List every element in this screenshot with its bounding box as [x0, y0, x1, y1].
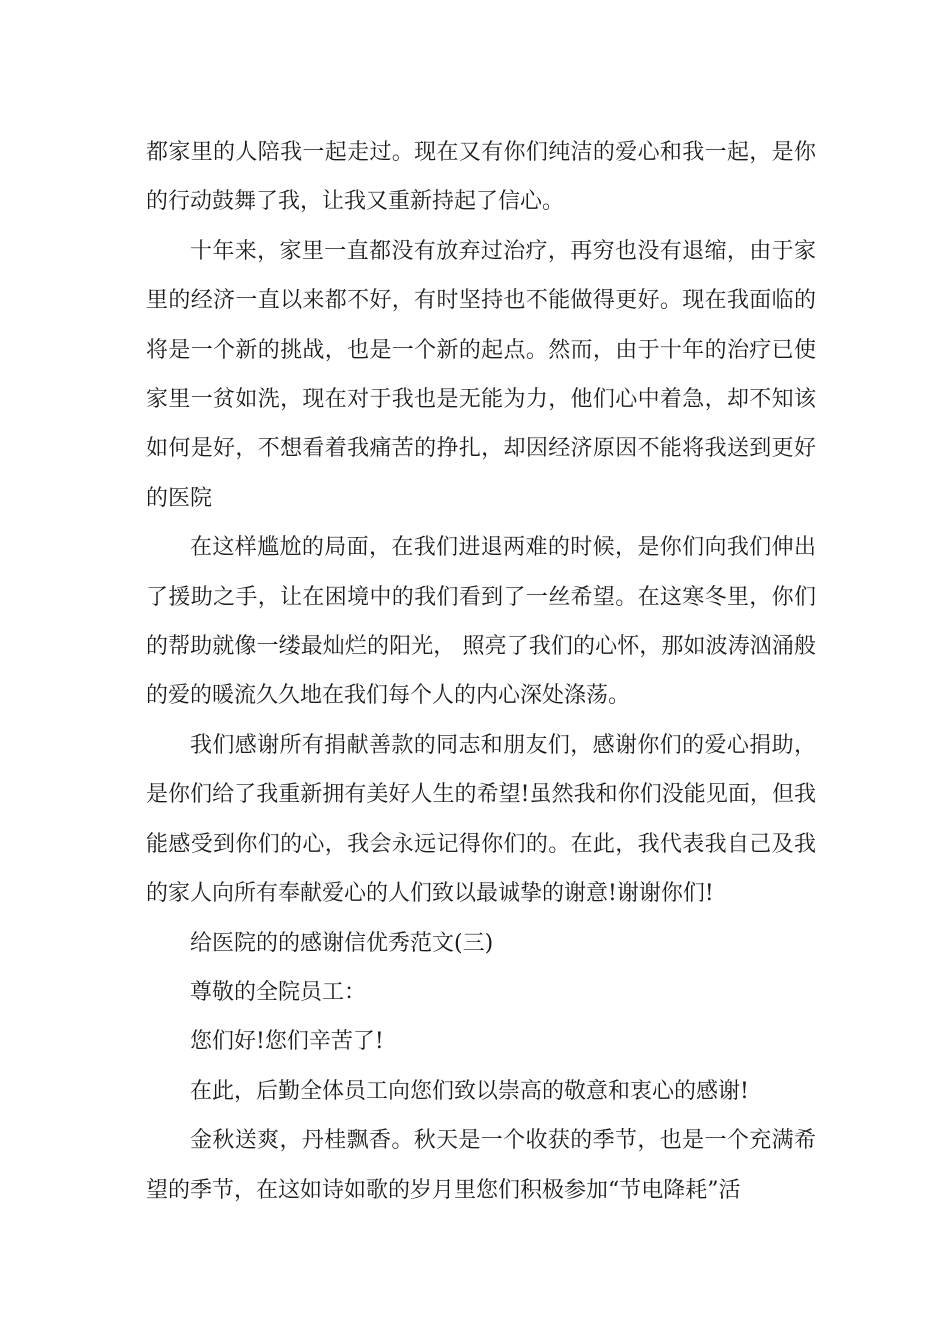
- paragraph-gratitude: 我们感谢所有捐献善款的同志和朋友们，感谢你们的爱心捐助，是你们给了我重新拥有美好人生的希望!虽然我和你们没能见面，但我能感受到你们的心，我会永远记得你们的。在此，我代表我自己及我的家人向所有奉献爱心的人们致以最诚挚的谢意!谢谢你们!: [146, 732, 816, 907]
- paragraph-thanks: 在此，后勤全体员工向您们致以崇高的敬意和衷心的感谢!: [190, 1078, 749, 1104]
- section-heading: 给医院的的感谢信优秀范文(三): [190, 930, 494, 956]
- paragraph-ten-years: 十年来，家里一直都没有放弃过治疗，再穷也没有退缩，由于家里的经济一直以来都不好，有时坚持也不能做得更好。现在我面临的将是一个新的挑战，也是一个新的起点。然而，由于十年的治疗已使家里一贫如洗，现在对于我也是无能为力，他们心中着急，却不知该如何是好，不想看着我痛苦的挣扎，却因经济原因不能将我送到更好的医院: [146, 238, 816, 511]
- paragraph-autumn: 金秋送爽，丹桂飘香。秋天是一个收获的季节，也是一个充满希望的季节，在这如诗如歌的岁月里您们积极参加“节电降耗”活: [146, 1128, 816, 1203]
- paragraph-continuation: 都家里的人陪我一起走过。现在又有你们纯洁的爱心和我一起，是你的行动鼓舞了我，让我又重新持起了信心。: [146, 140, 816, 215]
- paragraph-awkward-situation: 在这样尴尬的局面，在我们进退两难的时候，是你们向我们伸出了援助之手，让在困境中的我们看到了一丝希望。在这寒冬里，你们的帮助就像一缕最灿烂的阳光， 照亮了我们的心怀，那如波涛汹涌般的爱的暖流久久地在我们每个人的内心深处涤荡。: [146, 535, 816, 709]
- salutation: 尊敬的全院员工：: [190, 979, 367, 1005]
- document-body: [146, 128, 816, 1215]
- greeting: 您们好!您们辛苦了!: [190, 1029, 384, 1055]
